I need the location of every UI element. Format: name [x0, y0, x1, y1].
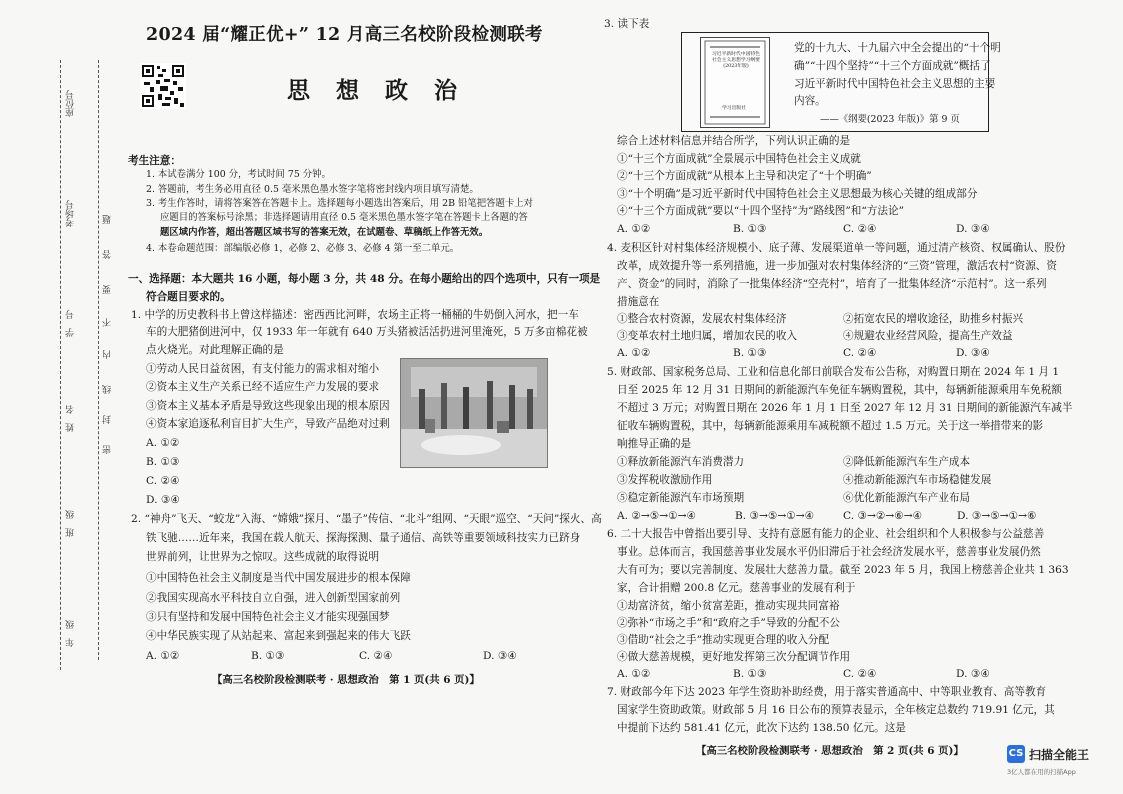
q3-choice-b: B. ①③ [733, 223, 767, 235]
q4-choice-a: A. ①② [617, 347, 651, 359]
scanner-slogan: 3亿人都在用的扫描App [1007, 768, 1076, 776]
margin-seal-char: 封 [103, 415, 113, 424]
q3-choice-d: D. ③④ [956, 223, 990, 235]
q3-option: ②“十三个方面成就”从根本上主导和决定了“十个明确” [617, 170, 872, 182]
q3-table-text: 党的十九大、十九届六中全会提出的“十个明 [794, 42, 1001, 54]
q6-stem: 6. 二十大报告中曾指出要引导、支持有意愿有能力的企业、社会组织和个人积极参与公益慈善 [607, 528, 1045, 540]
margin-grade-label: 年 级 [66, 620, 76, 647]
q3-option: ①“十三个方面成就”全景展示中国特色社会主义成就 [617, 153, 861, 165]
q1-option: ③资本主义基本矛盾是导致这些现象出现的根本原因 [146, 400, 390, 412]
q6-choice-d: D. ③④ [956, 668, 990, 680]
q1-choice-d: D. ③④ [146, 494, 180, 506]
q5-option: ④推动新能源汽车市场稳健发展 [843, 474, 992, 486]
margin-room-label: 考场号 [66, 200, 76, 227]
margin-cut-line [60, 60, 61, 670]
q2-choice-a: A. ①② [146, 650, 180, 662]
q5-option: ⑤稳定新能源汽车市场预期 [617, 492, 745, 504]
q5-choice-b: B. ③→⑤→①→④ [735, 510, 815, 522]
q2-option: ②我国实现高水平科技自立自强，进入创新型国家前列 [146, 592, 401, 604]
q6-option: ②弥补“市场之手”和“政府之手”导致的分配不公 [617, 617, 840, 629]
q1-stem: 1. 中学的历史教科书上曾这样描述：密西西比河畔，农场主正将一桶桶的牛奶倒入河水，把一车 [131, 309, 579, 321]
q2-option: ①中国特色社会主义制度是当代中国发展进步的根本保障 [146, 572, 411, 584]
section-instruction: 符合题目要求的。 [146, 291, 231, 303]
margin-seal-char: 题 [103, 215, 113, 224]
q6-option: ③借助“社会之手”推动实现更合理的收入分配 [617, 634, 830, 646]
q4-option: ①整合农村资源，发展农村集体经济 [617, 313, 787, 325]
page-footer-left: 【高三名校阶段检测联考 · 思想政治 第 1 页(共 6 页)】 [212, 674, 480, 686]
q5-stem: 日至 2025 年 12 月 31 日期间的新能源汽车免征车辆购置税，其中，每辆新能源乘用车免税额 [617, 384, 1062, 396]
section-instruction: 一、选择题：本大题共 16 小题，每小题 3 分，共 48 分。在每小题给出的四个选项中，只有一项是 [128, 273, 601, 285]
q7-stem: 中提前下达约 581.41 亿元，此次下达约 138.50 亿元。这是 [617, 722, 906, 734]
q3-option: ④“十三个方面成就”要以“十四个坚持”为“路线图”和“方法论” [617, 205, 904, 217]
q1-stem: 点火烧光。对此理解正确的是 [146, 344, 284, 356]
q4-stem: 产、资金”的同时，消除了一批集体经济“空壳村”，培育了一批集体经济“示范村”。这一系列 [617, 278, 1047, 290]
q6-option: ④做大慈善规模，更好地发挥第三次分配调节作用 [617, 651, 851, 663]
margin-id-label: 学 号 [66, 310, 76, 337]
q5-option: ③发挥税收激励作用 [617, 474, 713, 486]
margin-name-label: 姓 名 [66, 405, 76, 432]
q3-option: ③“十个明确”是习近平新时代中国特色社会主义思想最为核心关键的组成部分 [617, 188, 978, 200]
q6-choice-b: B. ①③ [733, 668, 767, 680]
q1-choice-b: B. ①③ [146, 456, 180, 468]
q3-table-text: 内容。 [794, 95, 826, 107]
q2-choice-c: C. ②④ [359, 650, 393, 662]
q2-choice-d: D. ③④ [483, 650, 517, 662]
book-cover-image [700, 37, 770, 128]
q2-stem: 世界前列，让世界为之惊叹。这些成就的取得说明 [146, 551, 380, 563]
q4-choice-d: D. ③④ [956, 347, 990, 359]
margin-seat-label: 座位号 [66, 90, 76, 117]
book-cover-publisher: 学习出版社 [722, 106, 746, 111]
q2-stem: 铁飞驰……近年来，我国在载人航天、探海探测、量子通信、高铁等重要领域科技实力已跻身 [146, 532, 581, 544]
margin-seal-line [98, 60, 99, 660]
notice-item: 1. 本试卷满分 100 分，考试时间 75 分钟。 [146, 169, 331, 180]
q6-stem: 事业。总体而言，我国慈善事业发展水平仍旧滞后于社会经济发展水平，慈善事业发展仍然 [617, 546, 1041, 558]
q1-choice-c: C. ②④ [146, 475, 180, 487]
q4-stem: 改革，成效提升等一系列措施，进一步加强对农村集体经济的“三资”管理，激活农村“资源、资 [617, 260, 1057, 272]
margin-seal-char: 答 [103, 250, 113, 259]
scanner-brand-name: 扫描全能王 [1029, 748, 1090, 762]
q1-choice-a: A. ①② [146, 437, 180, 449]
q6-stem: 家，合计捐赠 200.8 亿元。慈善事业的发展有利于 [617, 582, 856, 594]
q3-table-text: 确”“十四个坚持”“十三个方面成就”概括了 [794, 60, 991, 72]
book-cover-title: 习近平新时代中国特色社会主义思想学习纲要(2023年版) [712, 52, 760, 69]
notice-item: 4. 本卷命题范围：部编版必修 1，必修 2、必修 3、必修 4 第一至二单元。 [146, 243, 460, 254]
margin-seal-char: 线 [103, 385, 113, 394]
q2-option: ④中华民族实现了从站起来、富起来到强起来的伟大飞跃 [146, 630, 411, 642]
page-footer-right: 【高三名校阶段检测联考 · 思想政治 第 2 页(共 6 页)】 [696, 745, 964, 757]
notice-item: 应题目的答案标号涂黑；非选择题请用直径 0.5 毫米黑色墨水签字笔在答题卡上各题的答 [160, 212, 528, 223]
q3-table-text: 习近平新时代中国特色社会主义思想的主要 [794, 78, 996, 90]
q7-stem: 国家学生资助政策。财政部 5 月 16 日公布的预算表显示，全年核定总数约 719.91 亿元，其 [617, 704, 1055, 716]
q4-choice-b: B. ①③ [733, 347, 767, 359]
q5-stem: 5. 财政部、国家税务总局、工业和信息化部日前联合发布公告称，对购置日期在 2024 年 1 月 1 [607, 366, 1060, 378]
q6-stem: 大有可为；要以完善制度、发展壮大慈善力量。截至 2023 年 5 月，我国上榜慈善企业共 1 363 [617, 564, 1069, 576]
q4-stem: 措施意在 [617, 296, 660, 308]
qr-code-icon [140, 63, 186, 109]
q2-choice-b: B. ①③ [251, 650, 285, 662]
q2-option: ③只有坚持和发展中国特色社会主义才能实现强国梦 [146, 611, 390, 623]
q5-option: ①释放新能源汽车消费潜力 [617, 456, 745, 468]
notice-heading: 考生注意： [128, 155, 181, 167]
subject-title: 思 想 政 治 [287, 77, 467, 104]
q1-option: ①劳动人民日益贫困，有支付能力的需求相对缩小 [146, 363, 380, 375]
exam-title: 2024 届“耀正优+” 12 月高三名校阶段检测联考 [146, 25, 543, 45]
notice-item: 2. 答题前，考生务必用直径 0.5 毫米黑色墨水签字笔将密封线内项目填写清楚。 [146, 184, 479, 195]
q4-stem: 4. 麦积区针对村集体经济规模小、底子薄、发展渠道单一等问题，通过清产核资、权属确认、股份 [607, 242, 1066, 254]
q6-choice-c: C. ②④ [843, 668, 877, 680]
q7-stem: 7. 财政部今年下达 2023 年学生资助补助经费，用于落实普通高中、中等职业教育、高等教育 [607, 686, 1047, 698]
q3-heading: 3. 读下表 [604, 18, 650, 30]
margin-seal-char: 内 [103, 350, 113, 359]
q6-option: ①劫富济贫，缩小贫富差距，推动实现共同富裕 [617, 600, 840, 612]
margin-class-label: 班 级 [66, 510, 76, 537]
notice-item: 3. 考生作答时，请将答案答在答题卡上。选择题每小题选出答案后，用 2B 铅笔把答题卡上对 [146, 198, 533, 209]
q4-choice-c: C. ②④ [843, 347, 877, 359]
margin-seal-char: 不 [103, 318, 113, 327]
q1-option: ④资本家追逐私利盲目扩大生产，导致产品绝对过剩 [146, 418, 390, 430]
q4-option: ④规避农业经营风险，提高生产效益 [843, 330, 1013, 342]
q2-stem: 2. “神舟”飞天、“蛟龙”入海、“嫦娥”探月、“墨子”传信、“北斗”组网、“天眼”巡空、“天问”探火、高 [131, 513, 602, 525]
q5-stem: 不超过 3 万元；对购置日期在 2026 年 1 月 1 日至 2027 年 12 月 31 日期间的新能源汽车减半 [617, 402, 1073, 414]
q5-stem: 响推导正确的是 [617, 438, 692, 450]
q5-option: ②降低新能源汽车生产成本 [843, 456, 971, 468]
q4-option: ②拓宽农民的增收途径，助推乡村振兴 [843, 313, 1024, 325]
q5-option: ⑥优化新能源汽车产业布局 [843, 492, 971, 504]
q6-choice-a: A. ①② [617, 668, 651, 680]
camscanner-logo-icon: CS [1007, 745, 1025, 763]
q3-choice-c: C. ②④ [843, 223, 877, 235]
q1-stem: 车的大肥猪倒进河中，仅 1933 年一年就有 640 万头猪被活活扔进河里淹死，5 万多亩棉花被 [146, 326, 588, 338]
q4-option: ③变革农村土地归属，增加农民的收入 [617, 330, 798, 342]
q3-stem: 综合上述材料信息并结合所学，下列认识正确的是 [617, 135, 851, 147]
q5-choice-c: C. ③→②→⑥→④ [843, 510, 923, 522]
q5-choice-d: D. ③→⑤→①→⑥ [957, 510, 1037, 522]
q5-stem: 征收车辆购置税，其中，每辆新能源乘用车减税额不超过 1.5 万元。关于这一举措带来的影 [617, 420, 1044, 432]
margin-seal-char: 要 [103, 285, 113, 294]
margin-seal-char: 密 [103, 445, 113, 454]
notice-item: 题区域内作答，超出答题区域书写的答案无效，在试题卷、草稿纸上作答无效。 [160, 227, 489, 238]
historical-photo [400, 358, 548, 468]
q1-option: ②资本主义生产关系已经不适应生产力发展的要求 [146, 381, 380, 393]
q5-choice-a: A. ②→⑤→①→④ [617, 510, 697, 522]
q3-table-source: ——《纲要(2023 年版)》第 9 页 [820, 114, 960, 125]
q3-choice-a: A. ①② [617, 223, 651, 235]
